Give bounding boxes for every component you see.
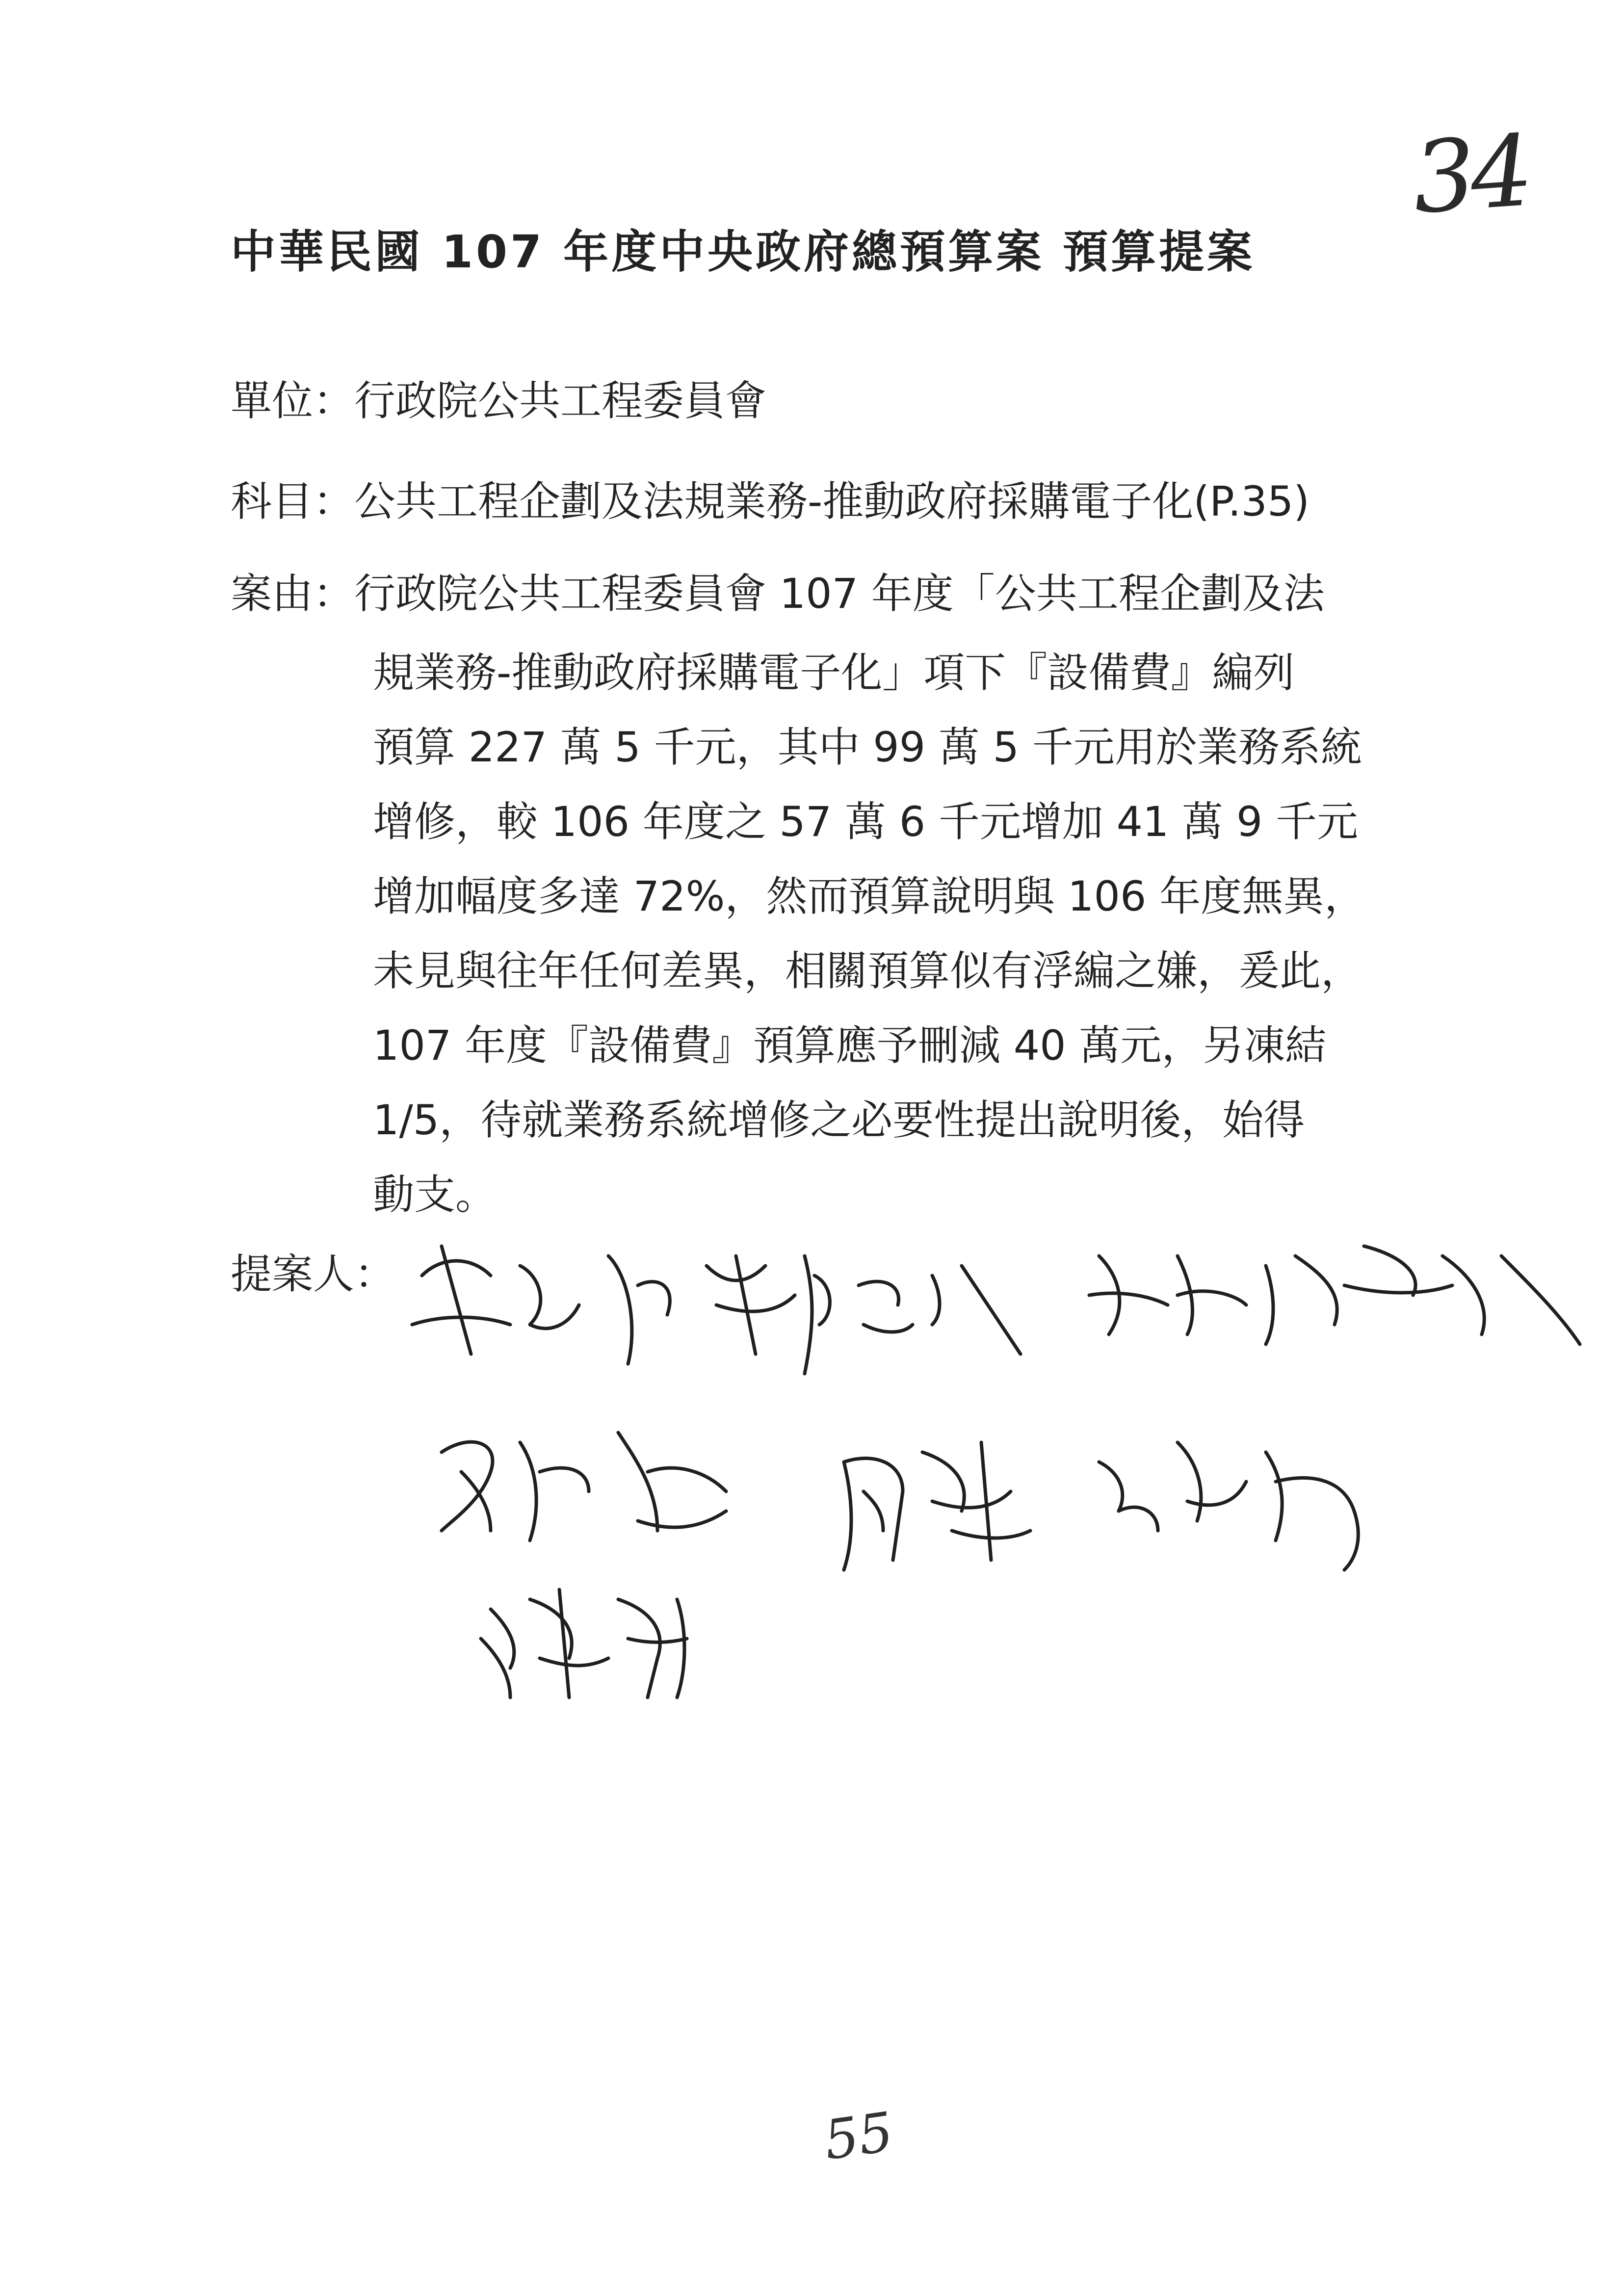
unit-field	[231, 368, 766, 427]
reason-line: 規業務-推動政府採購電子化」項下『設備費』編列	[373, 649, 1295, 697]
signature-7	[481, 1590, 687, 1697]
proposer-label: 提案人：	[231, 1250, 396, 1298]
reason-line: 未見與往年任何差異，相關預算似有浮編之嫌，爰此，	[373, 947, 1362, 995]
handwritten-page-number-bottom: 55	[820, 2100, 897, 2172]
reason-line: 動支。	[373, 1171, 497, 1219]
reason-body	[373, 635, 1365, 1232]
reason-line: 增修，較 106 年度之 57 萬 6 千元增加 41 萬 9 千元	[373, 798, 1359, 846]
reason-line: 107 年度『設備費』預算應予刪減 40 萬元，另凍結	[373, 1021, 1327, 1070]
subject-label: 科目：	[231, 477, 355, 525]
reason-line: 預算 227 萬 5 千元，其中 99 萬 5 千元用於業務系統	[373, 723, 1362, 771]
reason-line: 行政院公共工程委員會 107 年度「公共工程企劃及法	[354, 570, 1325, 618]
unit-label: 單位：	[231, 377, 355, 425]
signature-4	[442, 1433, 726, 1540]
handwritten-page-number: 34	[1409, 114, 1532, 236]
reason-field	[231, 561, 1325, 620]
document-title: 中華民國 107 年度中央政府總預算案 預算提案	[231, 226, 1256, 278]
reason-line: 1/5，待就業務系統增修之必要性提出說明後，始得	[373, 1096, 1305, 1144]
signature-1	[412, 1246, 670, 1364]
signature-3	[1089, 1246, 1580, 1344]
subject-value: 公共工程企劃及法規業務-推動政府採購電子化(P.35)	[354, 477, 1310, 525]
signature-2	[707, 1256, 1021, 1374]
unit-value: 行政院公共工程委員會	[354, 377, 767, 425]
signature-5	[844, 1442, 1030, 1570]
subject-field	[231, 469, 1310, 528]
signature-6	[1099, 1442, 1358, 1570]
reason-label: 案由：	[231, 570, 355, 618]
reason-line: 增加幅度多達 72%，然而預算說明與 106 年度無異，	[373, 872, 1366, 920]
